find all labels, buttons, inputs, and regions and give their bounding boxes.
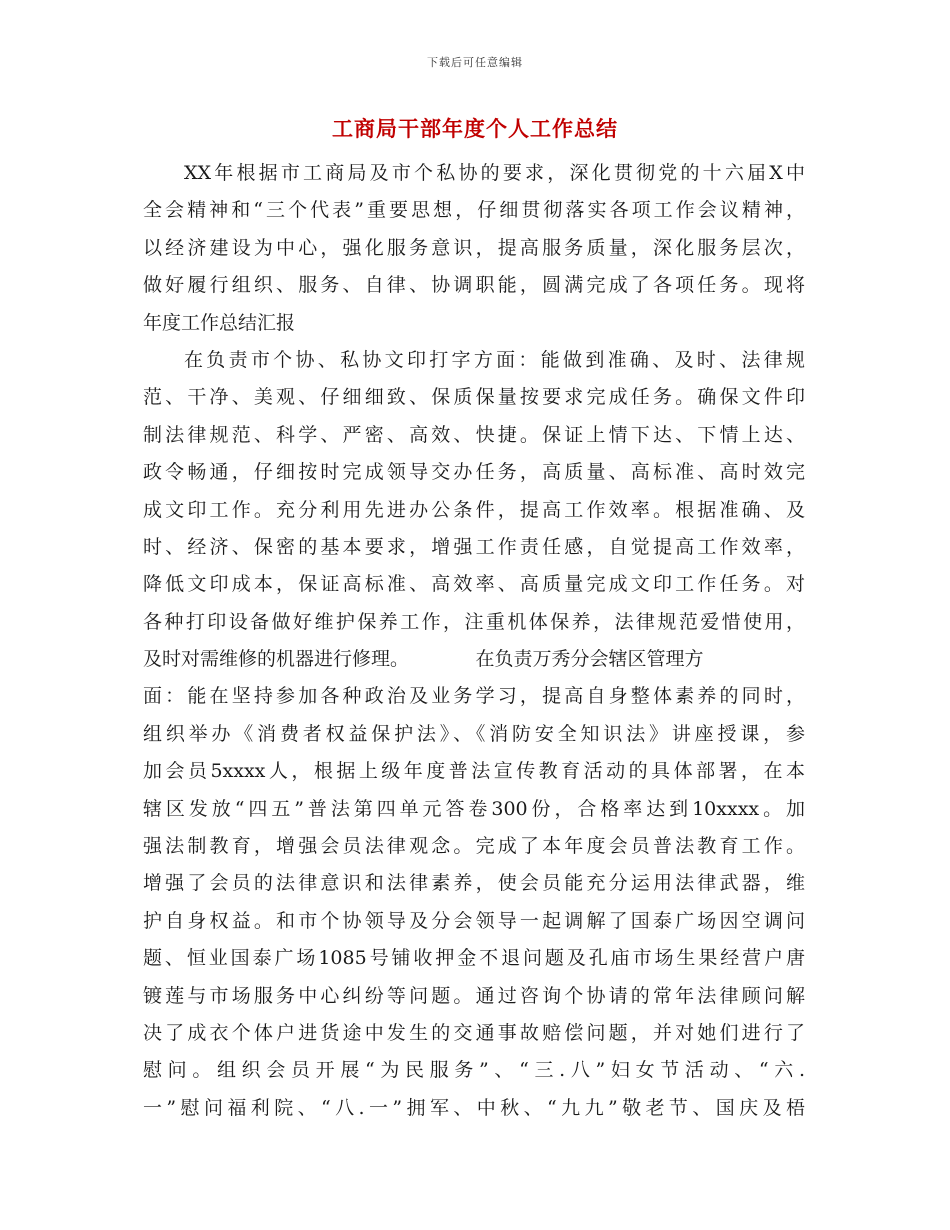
paragraph-line: 成文印工作。充分利用先进办公条件，提高工作效率。根据准确、及: [143, 498, 805, 521]
page-header-note: 下载后可任意编辑: [427, 56, 523, 69]
paragraph-line: 组织举办《消费者权益保护法》、《消防安全知识法》讲座授课，参: [143, 722, 805, 745]
paragraph-line: 辖区发放“四五”普法第四单元答卷300份，合格率达到10xxxx。加: [143, 797, 805, 820]
paragraph-line: 政令畅通，仔细按时完成领导交办任务，高质量、高标准、高时效完: [143, 461, 805, 484]
paragraph-line: 降低文印成本，保证高标准、高效率、高质量完成文印工作任务。对: [143, 573, 805, 596]
document-body: [143, 155, 805, 1127]
paragraph-line: 镀莲与市场服务中心纠纷等问题。通过咨询个协请的常年法律顾问解: [143, 984, 805, 1007]
paragraph-line: 护自身权益。和市个协领导及分会领导一起调解了国泰广场因空调问: [143, 909, 805, 932]
paragraph-line: 年度工作总结汇报: [143, 311, 296, 334]
paragraph-line: XX年根据市工商局及市个私协的要求，深化贯彻党的十六届X中: [184, 162, 805, 184]
paragraph-line: 强法制教育，增强会员法律观念。完成了本年度会员普法教育工作。: [143, 835, 805, 858]
paragraph-line: 慰问。组织会员开展“为民服务”、“三.八”妇女节活动、“六.: [143, 1059, 805, 1082]
paragraph-line: 题、恒业国泰广场1085号铺收押金不退问题及孔庙市场生果经营户唐: [143, 947, 805, 970]
paragraph-line: 做好履行组织、服务、自律、协调职能，圆满完成了各项任务。现将: [143, 274, 805, 297]
document-title: 工商局干部年度个人工作总结: [332, 116, 618, 141]
paragraph-line: 时、经济、保密的基本要求，增强工作责任感，自觉提高工作效率，: [143, 535, 805, 558]
paragraph-line: 加会员5xxxx人，根据上级年度普法宣传教育活动的具体部署，在本: [143, 760, 805, 783]
paragraph-line: 全会精神和“三个代表”重要思想，仔细贯彻落实各项工作会议精神，: [143, 199, 805, 222]
paragraph-line: 范、干净、美观、仔细细致、保质保量按要求完成任务。确保文件印: [143, 386, 805, 409]
paragraph-line: 及时对需维修的机器进行修理。 在负责万秀分会辖区管理方: [143, 648, 704, 671]
paragraph-line: 一”慰问福利院、“八.一”拥军、中秋、“九九”敬老节、国庆及梧: [143, 1096, 805, 1119]
paragraph-line: 制法律规范、科学、严密、高效、快捷。保证上情下达、下情上达、: [143, 423, 805, 446]
paragraph-line: 各种打印设备做好维护保养工作，注重机体保养，法律规范爱惜使用，: [143, 610, 805, 633]
paragraph-line: 在负责市个协、私协文印打字方面：能做到准确、及时、法律规: [184, 348, 805, 371]
paragraph-line: 以经济建设为中心，强化服务意识，提高服务质量，深化服务层次，: [143, 236, 805, 259]
paragraph-line: 决了成衣个体户进货途中发生的交通事故赔偿问题，并对她们进行了: [143, 1021, 805, 1044]
paragraph-line: 增强了会员的法律意识和法律素养，使会员能充分运用法律武器，维: [143, 872, 805, 895]
paragraph-line: 面：能在坚持参加各种政治及业务学习，提高自身整体素养的同时，: [143, 685, 805, 708]
